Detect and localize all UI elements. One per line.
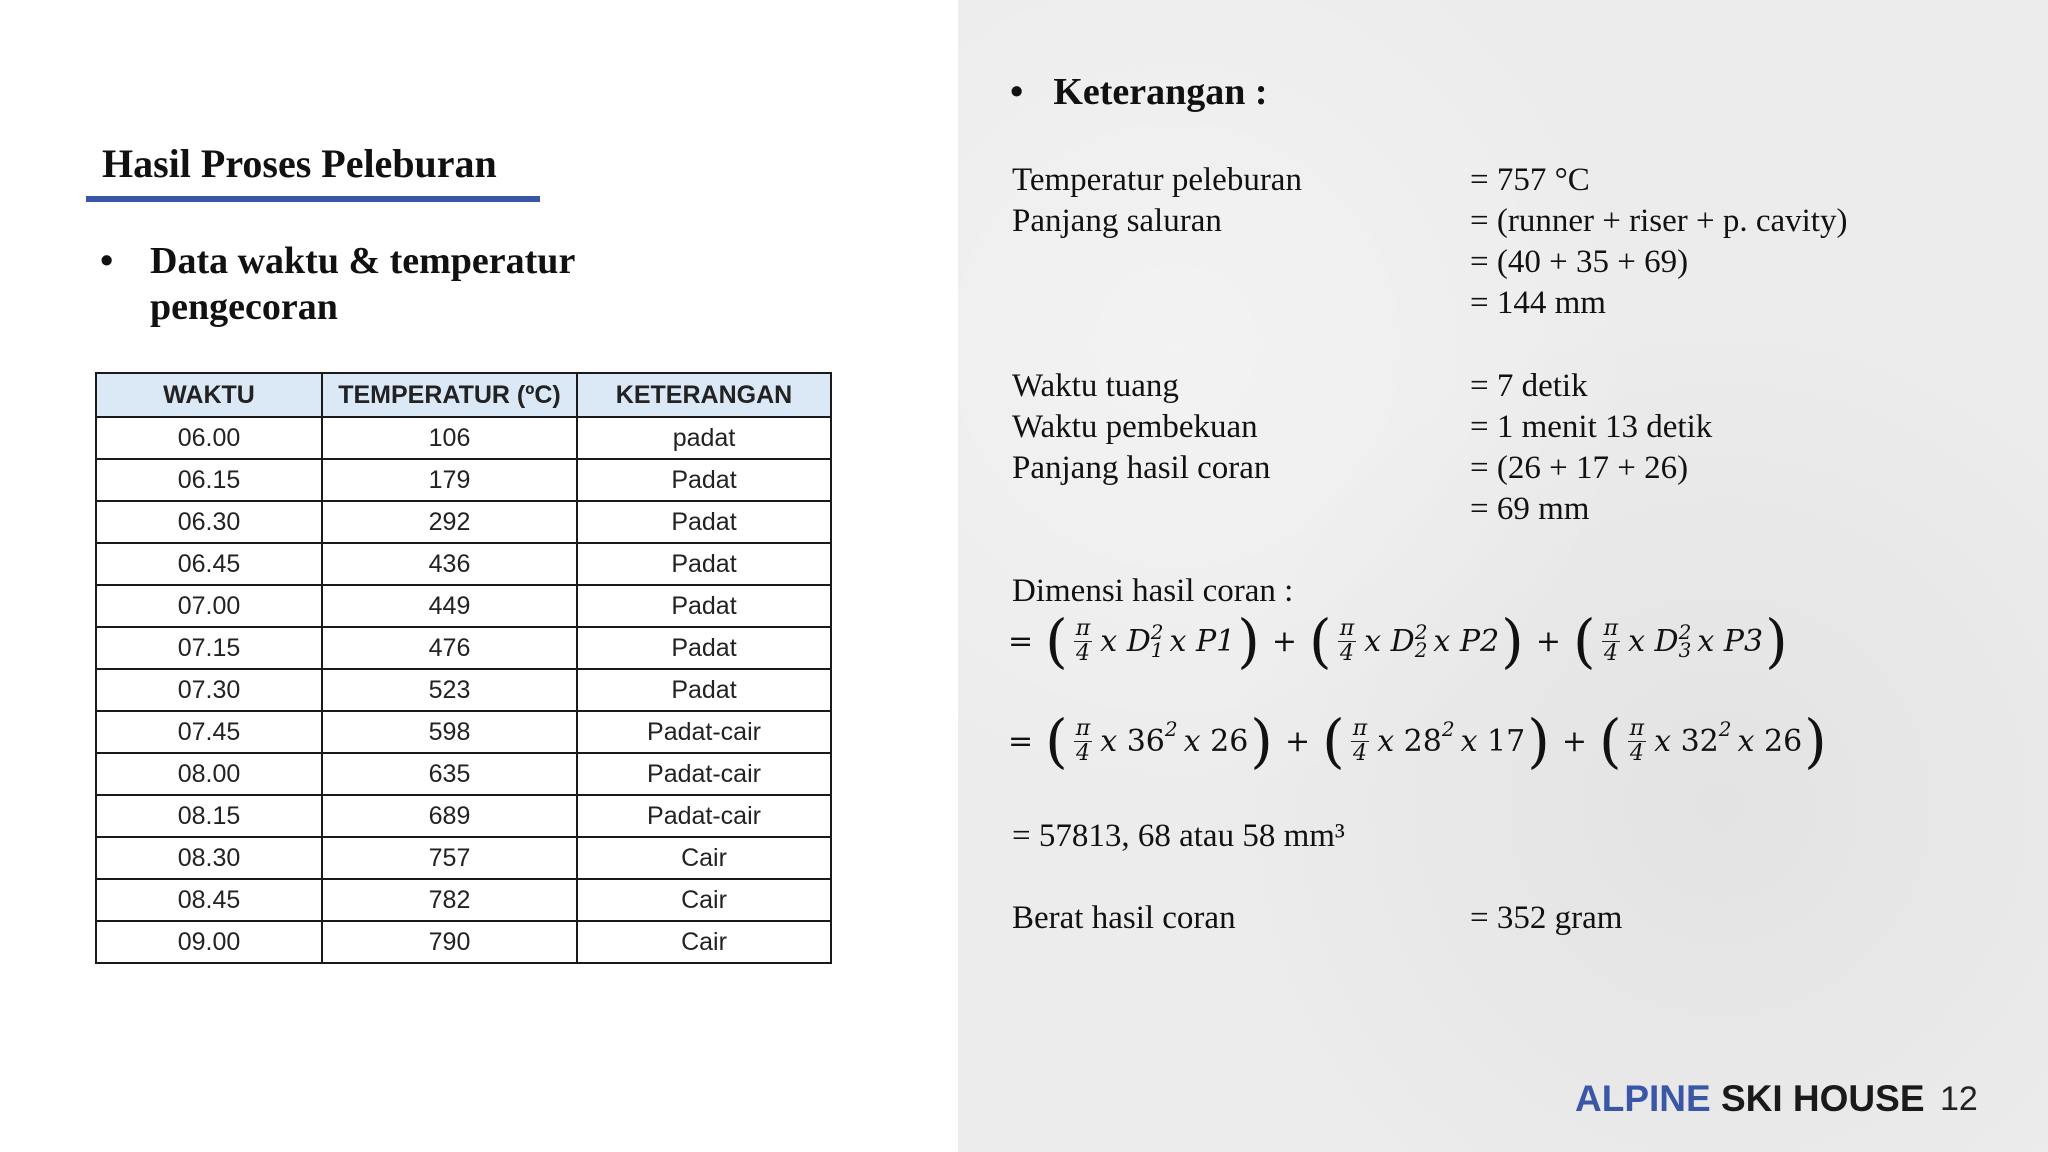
table-row	[96, 627, 831, 669]
result-line: = 57813, 68 atau 58 mm³	[1012, 818, 1345, 854]
cell-waktu: 07.30	[96, 669, 322, 711]
cell-temperatur: 635	[322, 753, 577, 795]
value-waktu-pembekuan: = 1 menit 13 detik	[1470, 409, 1713, 445]
cell-keterangan: Padat	[577, 669, 831, 711]
table-row	[96, 795, 831, 837]
label-panjang-hasil: Panjang hasil coran	[1012, 450, 1271, 486]
table-row	[96, 543, 831, 585]
cell-temperatur: 782	[322, 879, 577, 921]
cell-waktu: 06.00	[96, 417, 322, 459]
table-row	[96, 417, 831, 459]
cell-temperatur: 449	[322, 585, 577, 627]
cell-temperatur: 757	[322, 837, 577, 879]
label-temperatur: Temperatur peleburan	[1012, 162, 1302, 198]
cell-keterangan: Padat	[577, 543, 831, 585]
table-row	[96, 585, 831, 627]
label-waktu-pembekuan: Waktu pembekuan	[1012, 409, 1258, 445]
cell-keterangan: Padat-cair	[577, 753, 831, 795]
label-berat: Berat hasil coran	[1012, 900, 1236, 936]
cell-waktu: 07.45	[96, 711, 322, 753]
cell-temperatur: 106	[322, 417, 577, 459]
title-underline	[86, 196, 540, 202]
table-row	[96, 459, 831, 501]
cell-waktu: 06.30	[96, 501, 322, 543]
cell-keterangan: Padat-cair	[577, 711, 831, 753]
cell-temperatur: 790	[322, 921, 577, 963]
table-row	[96, 837, 831, 879]
cell-keterangan: Padat-cair	[577, 795, 831, 837]
cell-keterangan: Padat	[577, 459, 831, 501]
value-panjang-total: = 69 mm	[1470, 491, 1590, 527]
cell-temperatur: 689	[322, 795, 577, 837]
cell-temperatur: 292	[322, 501, 577, 543]
cell-temperatur: 179	[322, 459, 577, 501]
slide-title: Hasil Proses Peleburan	[102, 141, 497, 186]
table-row	[96, 753, 831, 795]
temperature-table	[95, 372, 832, 964]
bullet-dot: •	[1010, 71, 1024, 113]
cell-waktu: 07.00	[96, 585, 322, 627]
header-temperatur: TEMPERATUR (ºC)	[322, 373, 577, 417]
table-row	[96, 879, 831, 921]
cell-waktu: 06.15	[96, 459, 322, 501]
fraction-pi-4: $\frac{\pi}{4}$	[1352, 715, 1368, 766]
cell-temperatur: 598	[322, 711, 577, 753]
value-berat: = 352 gram	[1470, 900, 1623, 936]
table-row	[96, 711, 831, 753]
value-waktu-tuang: = 7 detik	[1470, 368, 1588, 404]
label-waktu-tuang: Waktu tuang	[1012, 368, 1179, 404]
bullet-dot: •	[100, 240, 114, 282]
value-temperatur: = 757 °C	[1470, 162, 1590, 198]
bullet-text: Data waktu & temperatur pengecoran	[150, 240, 575, 328]
header-keterangan: KETERANGAN	[577, 373, 831, 417]
keterangan-text: Keterangan :	[1053, 71, 1268, 113]
formula-numeric: = ( $\frac{\pi}{4}$ x 36 2 x 26 ) + ( $\frac{\pi}{4}$ x 28 2 x 17 ) + ( $\frac{\pi}{4}$ x 32 2 x 26 )	[1008, 707, 1827, 775]
brand-logo-text: ALPINE SKI HOUSE	[1575, 1078, 1925, 1119]
table-row	[96, 921, 831, 963]
cell-keterangan: Cair	[577, 837, 831, 879]
cell-waktu: 07.15	[96, 627, 322, 669]
fraction-pi-4: $\frac{\pi}{4}$	[1629, 715, 1645, 766]
cell-keterangan: padat	[577, 417, 831, 459]
fraction-pi-4: $\frac{\pi}{4}$	[1603, 615, 1619, 666]
cell-waktu: 09.00	[96, 921, 322, 963]
cell-waktu: 06.45	[96, 543, 322, 585]
fraction-pi-4: $\frac{\pi}{4}$	[1075, 715, 1091, 766]
cell-waktu: 08.30	[96, 837, 322, 879]
label-dimensi: Dimensi hasil coran :	[1012, 573, 1294, 609]
cell-waktu: 08.45	[96, 879, 322, 921]
table-body	[96, 417, 831, 963]
table-row	[96, 669, 831, 711]
value-saluran-total: = 144 mm	[1470, 285, 1606, 321]
cell-keterangan: Cair	[577, 879, 831, 921]
cell-temperatur: 436	[322, 543, 577, 585]
label-panjang-saluran: Panjang saluran	[1012, 203, 1222, 239]
fraction-pi-4: $\frac{\pi}{4}$	[1339, 615, 1355, 666]
header-waktu: WAKTU	[96, 373, 322, 417]
cell-temperatur: 523	[322, 669, 577, 711]
cell-keterangan: Padat	[577, 627, 831, 669]
cell-keterangan: Padat	[577, 585, 831, 627]
cell-waktu: 08.00	[96, 753, 322, 795]
value-panjang-hasil: = (26 + 17 + 26)	[1470, 450, 1689, 486]
page-number: 12	[1940, 1080, 1978, 1118]
cell-keterangan: Padat	[577, 501, 831, 543]
table-row	[96, 501, 831, 543]
cell-temperatur: 476	[322, 627, 577, 669]
fraction-pi-4: $\frac{\pi}{4}$	[1075, 615, 1091, 666]
value-panjang-saluran: = (runner + riser + p. cavity)	[1470, 203, 1848, 239]
formula-symbolic: = ( $\frac{\pi}{4}$ x D 2 1 x P1 ) + ( $\frac{\pi}{4}$ x D 2 2 x P2 ) + ( $\frac{\pi}{4}$ x D 2 3 x P3 )	[1008, 607, 1788, 675]
cell-waktu: 08.15	[96, 795, 322, 837]
table-header-row	[96, 373, 831, 417]
value-saluran-sum: = (40 + 35 + 69)	[1470, 244, 1689, 280]
cell-keterangan: Cair	[577, 921, 831, 963]
keterangan-heading	[1010, 70, 1268, 114]
